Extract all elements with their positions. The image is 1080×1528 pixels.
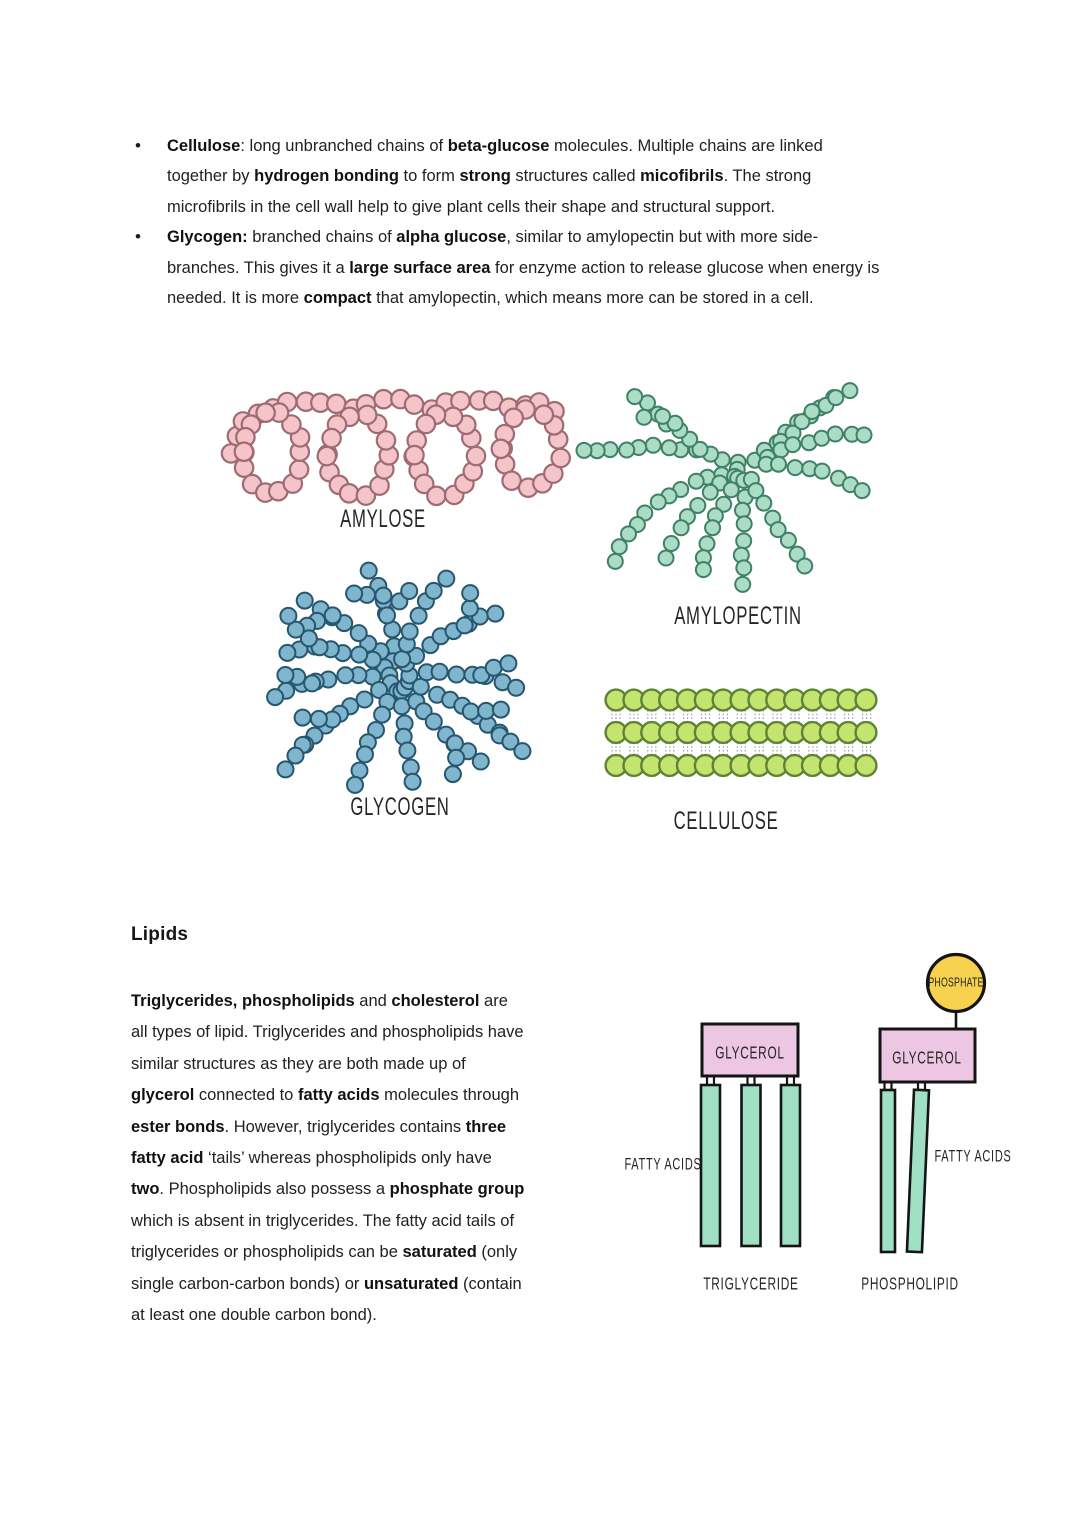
monomer-bead: [856, 690, 877, 711]
monomer-bead: [659, 551, 674, 566]
monomer-bead: [612, 539, 627, 554]
monomer-bead: [473, 754, 489, 770]
text-line: microfibrils in the cell wall help to give plant cells their shape and structural support.: [167, 197, 776, 216]
monomer-bead: [735, 577, 750, 592]
monomer-bead: [621, 526, 636, 541]
amylose-label: AMYLOSE: [340, 506, 426, 534]
monomer-bead: [405, 446, 423, 464]
monomer-bead: [340, 484, 358, 502]
monomer-bead: [235, 443, 253, 461]
monomer-bead: [445, 766, 461, 782]
monomer-bead: [492, 440, 510, 458]
monomer-bead: [322, 429, 340, 447]
monomer-bead: [500, 655, 516, 671]
triglyceride-label: TRIGLYCERIDE: [703, 1274, 799, 1294]
monomer-bead: [705, 520, 720, 535]
monomer-bead: [463, 704, 479, 720]
monomer-bead: [646, 438, 661, 453]
monomer-bead: [411, 608, 427, 624]
monomer-bead: [394, 651, 410, 667]
monomer-bead: [361, 563, 377, 579]
text-line: branches. This gives it a large surface area for enzyme action to release glucose when energy is: [167, 258, 880, 277]
monomer-bead: [828, 427, 843, 442]
text-line: single carbon-carbon bonds) or unsaturated (contain: [131, 1274, 522, 1293]
glycogen-label: GLYCOGEN: [350, 794, 450, 822]
monomer-bead: [351, 647, 367, 663]
monomer-bead: [856, 755, 877, 776]
monomer-bead: [427, 487, 445, 505]
monomer-bead: [655, 409, 670, 424]
monomer-bead: [297, 593, 313, 609]
amylose-structure: [222, 390, 570, 505]
monomer-bead: [401, 583, 417, 599]
monomer-bead: [756, 496, 771, 511]
monomer-bead: [651, 495, 666, 510]
monomer-bead: [815, 464, 830, 479]
fatty-acids-label-right: FATTY ACIDS: [934, 1147, 1012, 1166]
amylopectin-structure: [577, 383, 872, 592]
monomer-bead: [432, 664, 448, 680]
glycogen-structure: [267, 563, 530, 793]
monomer-bead: [279, 645, 295, 661]
fatty-acids-label-left: FATTY ACIDS: [624, 1155, 702, 1174]
text-line: all types of lipid. Triglycerides and phospholipids have: [131, 1023, 524, 1042]
fatty-acid-tail: [742, 1085, 761, 1246]
monomer-bead: [290, 460, 308, 478]
text-line: • Glycogen: branched chains of alpha glucose, similar to amylopectin but with more side-: [167, 228, 819, 247]
monomer-bead: [426, 714, 442, 730]
lipids-heading: Lipids: [131, 924, 189, 945]
monomer-bead: [737, 516, 752, 531]
monomer-bead: [288, 748, 304, 764]
monomer-bead: [304, 675, 320, 691]
monomer-bead: [379, 607, 395, 623]
monomer-bead: [608, 554, 623, 569]
monomer-bead: [402, 624, 418, 640]
monomer-bead: [280, 608, 296, 624]
monomer-bead: [337, 667, 353, 683]
monomer-bead: [664, 536, 679, 551]
monomer-bead: [444, 408, 462, 426]
phosphate-label: PHOSPHATE: [928, 976, 984, 991]
monomer-bead: [318, 447, 336, 465]
monomer-bead: [295, 710, 311, 726]
monomer-bead: [399, 743, 415, 759]
cellulose-label: CELLULOSE: [673, 808, 779, 836]
fatty-acid-tail: [907, 1090, 929, 1253]
polysaccharide-diagram: [0, 380, 1080, 860]
text-line: • Cellulose: long unbranched chains of beta-glucose molecules. Multiple chains are linked: [167, 137, 823, 155]
text-line: ester bonds. However, triglycerides contains three: [131, 1117, 507, 1136]
phospholipid-label: PHOSPHOLIPID: [861, 1274, 959, 1294]
monomer-bead: [487, 606, 503, 622]
monomer-bead: [346, 586, 362, 602]
monomer-bead: [457, 617, 473, 633]
monomer-bead: [689, 474, 704, 489]
monomer-bead: [508, 680, 524, 696]
fatty-acid-tail: [701, 1085, 720, 1246]
monomer-bead: [278, 761, 294, 777]
monomer-bead: [781, 533, 796, 548]
monomer-bead: [856, 722, 877, 743]
monomer-bead: [662, 440, 677, 455]
monomer-bead: [735, 503, 750, 518]
text-line: Triglycerides, phospholipids and cholesterol are: [131, 992, 508, 1010]
monomer-bead: [736, 560, 751, 575]
fatty-acid-tail: [781, 1085, 800, 1246]
text-line: needed. It is more compact that amylopectin, which means more can be stored in a cell.: [167, 289, 814, 308]
monomer-bead: [577, 443, 592, 458]
monomer-bead: [736, 533, 751, 548]
monomer-bead: [438, 571, 454, 587]
monomer-bead: [696, 562, 711, 577]
monomer-bead: [375, 588, 391, 604]
bullet-item-cellulose: [135, 131, 965, 222]
text-line: similar structures as they are both made up of: [131, 1054, 466, 1073]
monomer-bead: [405, 395, 423, 413]
monomer-bead: [842, 383, 857, 398]
monomer-bead: [514, 743, 530, 759]
monomer-bead: [700, 536, 715, 551]
monomer-bead: [805, 404, 820, 419]
text-line: together by hydrogen bonding to form strong structures called micofibrils. The strong: [167, 167, 812, 186]
monomer-bead: [448, 750, 464, 766]
monomer-bead: [405, 774, 421, 790]
monomer-bead: [357, 746, 373, 762]
monomer-bead: [552, 449, 570, 467]
monomer-bead: [462, 585, 478, 601]
monomer-bead: [374, 390, 392, 408]
monomer-bead: [267, 689, 283, 705]
monomer-bead: [797, 559, 812, 574]
bullet-item-glycogen: [135, 222, 965, 313]
monomer-bead: [478, 703, 494, 719]
monomer-bead: [535, 406, 553, 424]
monomer-bead: [462, 600, 478, 616]
monomer-bead: [325, 607, 341, 623]
monomer-bead: [627, 389, 642, 404]
text-line: two. Phospholipids also possess a phosphate group: [131, 1180, 525, 1199]
fatty-acid-tail: [881, 1090, 895, 1252]
cellulose-structure: [606, 690, 877, 776]
text-line: glycerol connected to fatty acids molecules through: [131, 1086, 519, 1105]
text-line: fatty acid ‘tails’ whereas phospholipids only have: [131, 1149, 492, 1168]
text-line: at least one double carbon bond).: [131, 1306, 377, 1325]
bullet-list: [135, 131, 965, 313]
monomer-bead: [855, 483, 870, 498]
monomer-bead: [417, 415, 435, 433]
glycerol-label-triglyceride: GLYCEROL: [715, 1043, 785, 1063]
monomer-bead: [785, 437, 800, 452]
monomer-bead: [351, 625, 367, 641]
monomer-bead: [637, 410, 652, 425]
lipids-paragraph: [131, 986, 601, 1331]
monomer-bead: [674, 520, 689, 535]
phospholipid-structure: [880, 955, 985, 1253]
text-line: which is absent in triglycerides. The fatty acid tails of: [131, 1211, 515, 1230]
amylopectin-label: AMYLOPECTIN: [674, 603, 802, 631]
monomer-bead: [828, 390, 843, 405]
glycerol-label-phospholipid: GLYCEROL: [892, 1048, 962, 1068]
monomer-bead: [703, 485, 718, 500]
monomer-bead: [377, 431, 395, 449]
monomer-bead: [788, 460, 803, 475]
monomer-bead: [449, 667, 465, 683]
monomer-bead: [493, 702, 509, 718]
monomer-bead: [486, 660, 502, 676]
monomer-bead: [771, 457, 786, 472]
monomer-bead: [347, 777, 363, 793]
monomer-bead: [467, 447, 485, 465]
monomer-bead: [277, 667, 293, 683]
monomer-bead: [857, 428, 872, 443]
monomer-bead: [311, 711, 327, 727]
monomer-bead: [374, 707, 390, 723]
monomer-bead: [358, 406, 376, 424]
monomer-bead: [426, 583, 442, 599]
text-line: triglycerides or phospholipids can be saturated (only: [131, 1243, 518, 1262]
monomer-bead: [619, 443, 634, 458]
